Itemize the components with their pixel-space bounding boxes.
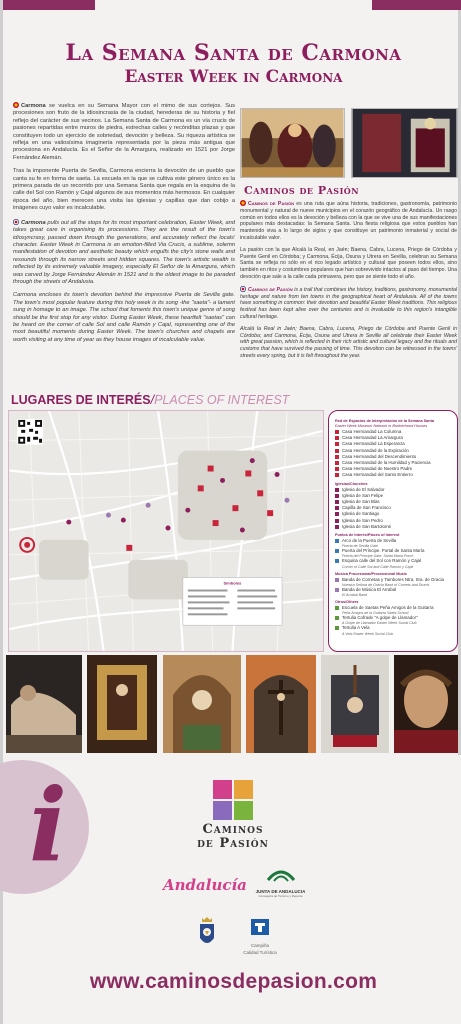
legend-item-text bbox=[342, 605, 434, 615]
legend-item-label: Casa Hermandad de Nuestro Padre bbox=[342, 466, 413, 472]
legend-item-label: Escuela de Saetas Peña Amigos de la Guitarra bbox=[342, 605, 434, 611]
en-lead: Carmona bbox=[21, 219, 46, 226]
legend-item-sublabel: El Arrabal Band bbox=[342, 593, 368, 598]
town-map bbox=[8, 410, 324, 652]
logo-line-2: de Pasión bbox=[197, 836, 269, 851]
legend-item bbox=[335, 625, 452, 635]
caminos-en-lead: Caminos de Pasión bbox=[248, 286, 293, 293]
legend-marker-icon bbox=[335, 512, 339, 516]
legend-item-label: Iglesia de El Salvador bbox=[342, 486, 385, 492]
legend-panel bbox=[328, 410, 458, 652]
caminos-logo-icon bbox=[213, 780, 253, 820]
legend-marker-icon bbox=[335, 539, 339, 543]
caminos-es-paragraph-1 bbox=[240, 200, 457, 242]
spanish-flag-icon bbox=[240, 200, 246, 206]
caminos-en-paragraph-1-text: is a trail that combines the history, traditions, gastronomy, monumental heritage and nature from ten towns in the geographical heart of Andalusia. All of the towns have something in common: their devotion and beautiful Easter Week traditions. This religious festival has been kept alive over the centuries and is invaluable to this region's intangible cultural heritage. bbox=[240, 286, 457, 320]
legend-item-label: Casa Hermandad de la Expiración bbox=[342, 447, 409, 453]
photo-christ-lying bbox=[6, 655, 82, 753]
junta-logo bbox=[253, 866, 308, 906]
legend-item-sublabel: A Vela Easter Week Social Club bbox=[342, 631, 394, 636]
legend-marker-icon bbox=[335, 506, 339, 510]
interest-heading-en: PLACES OF INTEREST bbox=[154, 393, 290, 407]
legend-marker-icon bbox=[335, 626, 339, 630]
photo-chapel bbox=[163, 655, 241, 753]
legend-item-label: Puerta del Príncipe. Portal de Santa María bbox=[342, 548, 425, 554]
legend-marker-icon bbox=[335, 519, 339, 523]
en-paragraph-1-text: pulls out all the stops for its most important celebration, Easter Week, and takes great care in organising its processions. They are the result of the town's idiosyncrasy, passed down through the generations, and accurately reflect the locals' character. Easter Week in Carmona is an emotion-filled Via Crucis, a sublime, solemn manifestation of devotion and aesthetic beauty which engulfs the city's stone walls and resounds through its narrow streets and hidden squares. The town's artistic wealth is reflected by its extremely valuable imagery, especially El Señor de la Amargura, which was carved by Jorge Fernández Alemán in 1521 and is the oldest image to be paraded through the streets of Andalusia. bbox=[13, 219, 235, 285]
legend-marker-icon bbox=[335, 442, 339, 446]
junta-emblem-icon bbox=[266, 866, 296, 884]
legend-item bbox=[335, 615, 452, 625]
legend-item-text bbox=[342, 625, 393, 635]
council-text: Campiña bbox=[250, 943, 269, 948]
legend-list-churches bbox=[335, 487, 452, 530]
legend-item-label: Casa Hermandad La Esperanza bbox=[342, 441, 405, 447]
photo-float bbox=[321, 655, 389, 753]
legend-marker-icon bbox=[335, 455, 339, 459]
legend-item bbox=[335, 605, 452, 615]
interest-heading-es: LUGARES DE INTERÉS bbox=[11, 393, 151, 407]
legend-item-label: Casa Hermandad de la Humildad y Paciencia bbox=[342, 460, 431, 466]
page-subtitle: Easter Week in Carmona bbox=[124, 67, 343, 87]
english-flag-icon bbox=[240, 286, 246, 292]
es-paragraph-1-text: se vuelca en su Semana Mayor con el mimo de sus cortejos. Sus procesiones son fruto de la idiosincrasia de la ciudad, herederas de su historia y fiel reflejo del carácter de sus vecinos. La Semana Santa de Carmona es un vía crucis de pasiones repartidas entre muros de piedra, estrechas calles y recónditas plazas y que constituyen todo un ejercicio de sobriedad, devoción y belleza. Su riqueza artística se refleja en una valiosísima imaginería representada por la pieza más antigua que procesiona en Andalucía. Es el Señor de la Amargura, realizado en 1521 por Jorge Fernández Alemán. bbox=[13, 103, 235, 161]
junta-subtext: Consejería de Turismo y Deporte bbox=[258, 894, 303, 898]
legend-section-4-title: Música Procesional/Processional Music bbox=[335, 571, 407, 576]
legend-item-label: Casa Hermandad del Descendimiento bbox=[342, 453, 417, 459]
legend-marker-icon bbox=[335, 616, 339, 620]
top-color-strip bbox=[3, 0, 461, 10]
legend-item-label: Capilla de San Francisco bbox=[342, 505, 391, 511]
legend-marker-icon bbox=[335, 578, 339, 582]
legend-item-label: Iglesia de San Blas bbox=[342, 499, 380, 505]
legend-marker-icon bbox=[335, 500, 339, 504]
english-flag-icon bbox=[13, 219, 19, 225]
map-inset-title: Símbolos bbox=[223, 580, 242, 586]
legend-item-text bbox=[342, 615, 418, 625]
legend-marker-icon bbox=[335, 449, 339, 453]
legend-item-sublabel: A Golpe de Llamador Easter Week Social Club bbox=[342, 621, 417, 626]
caminos-es-lead: Caminos de Pasión bbox=[248, 201, 294, 207]
places-of-interest-heading bbox=[11, 393, 289, 407]
en-paragraph-2: Carmona encloses its town's devotion behind the impressive Puerta de Sevilla gate. The town's most popular feature during this holy week is its song -the "saeta"- a lament sung in homage to an image. The school that foments this town's unique genre of song should be the first stop for any visitor. During Easter Week, these heartfelt "saetas" can be heard on the corner of calle Sol and calle Ramón y Cajal, representing one of the most beautiful moments during Easter Week. The town's churches and chapels are worth visiting at any time of year as they house images of incalculable value. bbox=[13, 292, 235, 343]
legend-item-label: Banda de Música El Arrabal bbox=[342, 586, 397, 592]
caminos-logo-text bbox=[153, 823, 313, 851]
logo-line-1: Caminos bbox=[202, 822, 264, 837]
caminos-es-paragraph-2: La pasión con la que Alcalá la Real, en Jaén; Baena, Cabra, Lucena, Priego de Córdoba y Puente Genil en Córdoba; y Carmona, Écija, Osuna y Utrera en Sevilla, celebran su Semana Santa se refleja no sólo en el rico legado artístico y cultural que poseen todos ellos, sino también en ritos y costumbres populares que han sobrevivido intactos al paso del tiempo. Una devoción que sale a la calle cada primavera, pero que se siente todo el año. bbox=[240, 246, 457, 280]
caminos-heading: Caminos de Pasión bbox=[244, 184, 360, 197]
legend-marker-icon bbox=[335, 549, 339, 553]
procession-photo-2 bbox=[351, 108, 458, 178]
council-logo bbox=[235, 918, 285, 954]
legend-item-sublabel: Peña Amigos de la Guitarra Saeta School bbox=[342, 611, 409, 616]
info-icon: i bbox=[29, 766, 67, 884]
legend-item bbox=[335, 524, 452, 530]
legend-section-1-subtitle: Easter Week Museum Network in Brotherhood Houses bbox=[335, 424, 428, 428]
legend-item-label: Casa Hermandad La Amargura bbox=[342, 435, 403, 441]
legend-list-others bbox=[335, 605, 452, 636]
legend-item-sublabel: Nuestra Señora de Gracia Band of Cornets and Drums bbox=[342, 582, 430, 587]
legend-section-1-title: Red de Espacios de Interpretación de la Semana Santa bbox=[335, 419, 434, 423]
legend-list-places bbox=[335, 538, 452, 569]
legend-item bbox=[335, 548, 452, 558]
legend-item-text bbox=[342, 538, 396, 548]
page-title: La Semana Santa de Carmona bbox=[65, 40, 402, 66]
es-paragraph-1 bbox=[13, 102, 235, 162]
legend-item-sublabel: Puerta de Sevilla Gate bbox=[342, 544, 378, 549]
legend-item-text bbox=[342, 472, 413, 478]
legend-section-5-title: Otros/Others bbox=[335, 600, 359, 605]
legend-item-sublabel: Corner of Calle Sol and Calle Ramón y Cajal bbox=[342, 564, 414, 569]
legend-item-label: Iglesia de San Pedro bbox=[342, 517, 383, 523]
legend-item-label: Iglesia de San Felipe bbox=[342, 492, 384, 498]
legend-marker-icon bbox=[335, 559, 339, 563]
photo-crucifix bbox=[246, 655, 316, 753]
legend-item bbox=[335, 577, 452, 587]
legend-marker-icon bbox=[335, 430, 339, 434]
legend-item-text bbox=[342, 548, 425, 558]
legend-marker-icon bbox=[335, 525, 339, 529]
en-paragraph-1 bbox=[13, 219, 235, 287]
interest-heading-separator: / bbox=[150, 393, 155, 407]
legend-section-heading bbox=[335, 419, 452, 429]
right-text-column bbox=[240, 200, 457, 365]
legend-item-label: Tertulia A Vela bbox=[342, 625, 370, 631]
legend-item-text bbox=[342, 577, 444, 587]
legend-item-label: Casa Hermandad del Santo Entierro bbox=[342, 472, 413, 478]
legend-section-2-title: Iglesias/Churches bbox=[335, 481, 368, 486]
legend-marker-icon bbox=[335, 606, 339, 610]
caminos-es-paragraph-1-text: es una ruta que aúna historia, tradiciones, gastronomía, patrimonio monumental y natural de nueve municipios en el corazón geográfico de Andalucía. Un rasgo común en todos ellos es la devoción y belleza con la que se vive una de sus manifestaciones populares más destacadas: la Semana Santa. Una fiesta religiosa que estos pueblos han mantenido viva a lo largo de siglos y que constituye un patrimonio inmaterial y social de incalculable valor. bbox=[240, 201, 457, 241]
legend-marker-icon bbox=[335, 467, 339, 471]
procession-photo-1 bbox=[240, 108, 345, 178]
photo-nazarene bbox=[394, 655, 458, 753]
council-subtext: Calidad Turística bbox=[243, 950, 277, 955]
legend-marker-icon bbox=[335, 461, 339, 465]
legend-item-label: Iglesia de Santiago bbox=[342, 511, 380, 517]
legend-item-label: Arco de la Puerta de Sevilla bbox=[342, 538, 397, 544]
left-text-column bbox=[13, 102, 235, 350]
legend-item-label: Iglesia de San Bartolomé bbox=[342, 523, 392, 529]
legend-item-sublabel: Puerta del Príncipe Gate. Santa María Porch bbox=[342, 554, 414, 559]
junta-text: JUNTA DE ANDALUCIA bbox=[255, 889, 306, 894]
website-url[interactable]: www.caminosdepasion.com bbox=[89, 970, 378, 993]
legend-marker-icon bbox=[335, 488, 339, 492]
legend-marker-icon bbox=[335, 588, 339, 592]
legend-item bbox=[335, 587, 452, 597]
spanish-flag-icon bbox=[13, 102, 19, 108]
legend-item-label: Tertulia Cofrade "A golpe de Llamador" bbox=[342, 615, 418, 621]
andalucia-logo: Andalucía bbox=[163, 876, 247, 894]
es-lead: Carmona bbox=[21, 103, 46, 109]
legend-item-text bbox=[342, 587, 396, 597]
legend-list-music bbox=[335, 577, 452, 597]
es-paragraph-2: Tras la imponente Puerta de Sevilla, Carmona encierra la devoción de un pueblo que canta su fe en forma de saeta. La escuela en la que se cultiva este género único es la primera parada de un recorrido por una Semana Santa que regala en la esquina de la calle del Sol con Ramón y Cajal algunos de sus momentos más hermosos. En cualquier época del año, bien merecen una visita las iglesias y capillas que dan cobijo a imágenes cuyo valor es incalculable. bbox=[13, 168, 235, 212]
legend-list-museums bbox=[335, 429, 452, 479]
legend-item bbox=[335, 472, 452, 478]
legend-item bbox=[335, 538, 452, 548]
legend-item-label: Esquina calle del Sol con Ramón y Cajal bbox=[342, 558, 422, 564]
legend-section-3-title: Puntos de Interés/Places of Interest bbox=[335, 533, 400, 538]
legend-item-label: Banda de Cornetas y Tambores Ntra. Sra. de Gracia bbox=[342, 576, 444, 582]
council-emblem-icon bbox=[250, 918, 270, 936]
legend-item-label: Casa Hermandad La Columna bbox=[342, 429, 402, 434]
legend-marker-icon bbox=[335, 494, 339, 498]
caminos-en-paragraph-1 bbox=[240, 286, 457, 321]
legend-marker-icon bbox=[335, 473, 339, 477]
caminos-en-paragraph-2: Alcalá la Real in Jaén; Baena, Cabra, Lucena, Priego de Córdoba and Puente Genil in Córdoba; and Carmona, Écija, Osuna and Utrera in Seville all celebrate their Easter Week with great passion, which is reflected in their rich artistic and cultural legacy and the rituals and customs that have survived the passing of time. This devotion can be witnessed in the towns' streets every spring, but it is felt throughout the year. bbox=[240, 325, 457, 359]
photo-altar bbox=[87, 655, 157, 753]
legend-item-text bbox=[342, 524, 391, 530]
legend-marker-icon bbox=[335, 436, 339, 440]
legend-item bbox=[335, 558, 452, 568]
carmona-shield-icon bbox=[198, 916, 216, 952]
legend-item-text bbox=[342, 558, 421, 568]
